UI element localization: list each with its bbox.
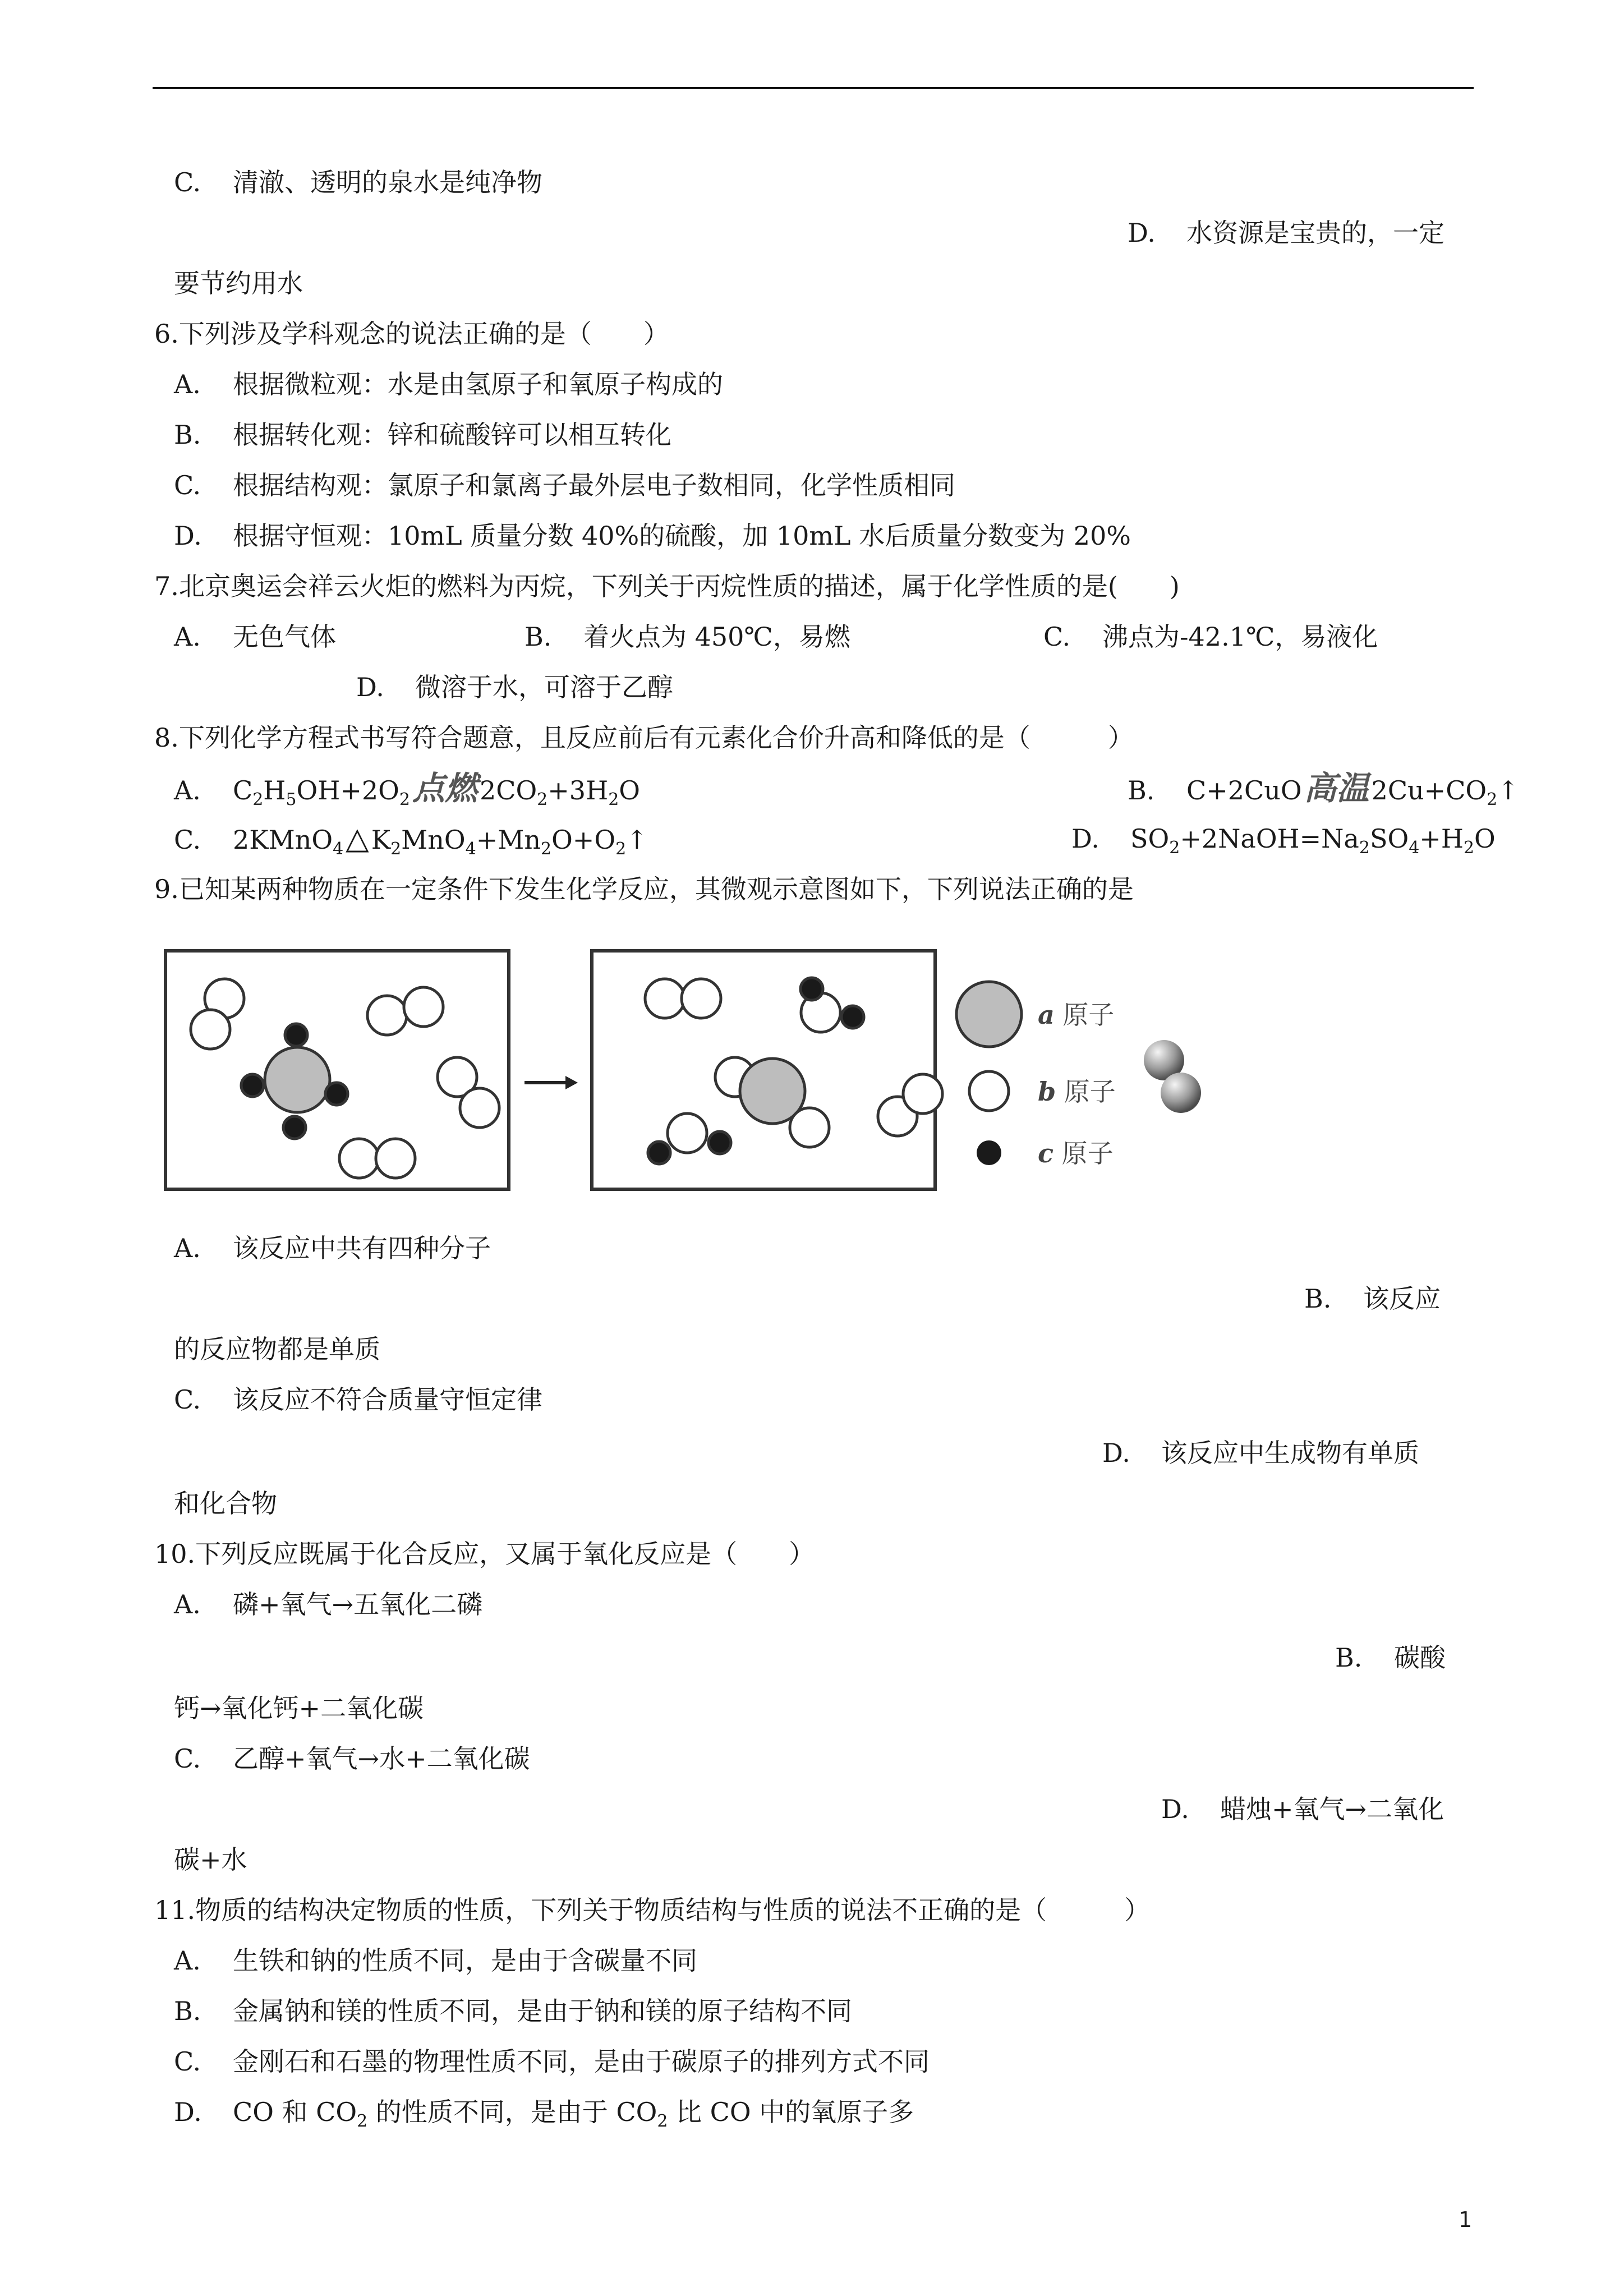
q9-option-b-continued: 的反应物都是单质 — [174, 1334, 380, 1364]
reactant-molecules — [191, 979, 499, 1178]
q11-option-b: B. 金属钠和镁的性质不同，是由于钠和镁的原子结构不同 — [174, 1996, 852, 2026]
q10-option-a: A. 磷+氧气→五氧化二磷 — [174, 1589, 483, 1619]
q11-option-c: C. 金刚石和石墨的物理性质不同，是由于碳原子的排列方式不同 — [174, 2046, 930, 2077]
q10-stem: 10.下列反应既属于化合反应，又属于氧化反应是（ ） — [154, 1539, 815, 1569]
q8-equation-a-right: $2CO_2+3H_2O$ — [479, 775, 641, 809]
product-molecules — [645, 978, 942, 1164]
legend-a-atom — [956, 982, 1022, 1047]
q10-option-b: B. 碳酸 — [1335, 1642, 1446, 1673]
q8-equation-c-left: 2KMnO$_4$ — [233, 825, 344, 859]
q8-stem: 8.下列化学方程式书写符合题意，且反应前后有元素化合价升高和降低的是（ ） — [154, 723, 1134, 753]
q5-option-d-continued: 要节约用水 — [174, 268, 303, 298]
q7-option-a: A. 无色气体 — [174, 622, 336, 652]
q7-stem: 7.北京奥运会祥云火炬的燃料为丙烷，下列关于丙烷性质的描述，属于化学性质的是( ) — [154, 571, 1180, 601]
q8-option-c: C. $2KMnO_4\triangle K_2MnO_4+Mn_2O+O_2↑$ — [174, 821, 648, 859]
legend-c-atom — [977, 1140, 1001, 1165]
q7-option-b: B. 着火点为 450℃，易燃 — [525, 622, 850, 652]
q6-stem: 6.下列涉及学科观念的说法正确的是（ ） — [154, 319, 669, 349]
q8-condition-high-temp: 高温 — [1304, 769, 1369, 807]
legend-c-label: c 原子 — [1038, 1138, 1114, 1168]
header-rule — [153, 87, 1474, 89]
q6-option-b: B. 根据转化观：锌和硫酸锌可以相互转化 — [174, 420, 671, 450]
q9-option-d: D. 该反应中生成物有单质 — [1102, 1438, 1419, 1468]
q8-equation-c-right: $K_2MnO_4+Mn_2O+O_2↑$ — [371, 825, 648, 859]
q6-option-d: D. 根据守恒观：10mL 质量分数 40%的硫酸，加 10mL 水后质量分数变为 20% — [174, 521, 1131, 551]
q8-equation-d: $SO_2+2NaOH=Na_2SO_4+H_2O$ — [1130, 823, 1496, 858]
q11-option-d-text: CO 和 $CO_2$ 的性质不同，是由于 $CO_2$ 比 CO 中的氧原子多 — [233, 2097, 914, 2131]
q9-option-b: B. 该反应 — [1304, 1283, 1441, 1314]
q11-option-a: A. 生铁和钠的性质不同，是由于含碳量不同 — [174, 1945, 697, 1976]
q7-option-d: D. 微溶于水，可溶于乙醇 — [356, 672, 673, 702]
q10-option-d-continued: 碳+水 — [174, 1844, 247, 1875]
q8-option-d: D. $SO_2+2NaOH=Na_2SO_4+H_2O$ — [1071, 823, 1496, 858]
reaction-micro-diagram — [157, 942, 1223, 1206]
q8-condition-ignite: 点燃 — [412, 769, 477, 807]
q11-stem: 11.物质的结构决定物质的性质，下列关于物质结构与性质的说法不正确的是（ ） — [154, 1895, 1151, 1925]
legend-b-atom — [969, 1071, 1009, 1111]
q10-option-d: D. 蜡烛+氧气→二氧化 — [1161, 1794, 1444, 1824]
q6-option-c: C. 根据结构观：氯原子和氯离子最外层电子数相同，化学性质相同 — [174, 470, 955, 500]
q8-equation-a-left: $C_2H_5OH+2O_2$ — [233, 775, 410, 809]
q5-option-c: C. 清澈、透明的泉水是纯净物 — [174, 167, 542, 197]
q9-option-c: C. 该反应不符合质量守恒定律 — [174, 1384, 542, 1415]
reaction-arrow — [525, 1076, 578, 1089]
diagram-legend — [956, 982, 1201, 1168]
q11-option-d: D. CO 和 $CO_2$ 的性质不同，是由于 $CO_2$ 比 CO 中的氧原子多 — [174, 2097, 914, 2131]
q8-option-a: A. $C_2H_5OH+2O_2$点燃$2CO_2+3H_2O$ — [174, 769, 641, 809]
q5-option-d: D. 水资源是宝贵的，一定 — [1128, 218, 1444, 248]
q9-option-d-continued: 和化合物 — [174, 1488, 277, 1519]
q6-option-a: A. 根据微粒观：水是由氢原子和氧原子构成的 — [174, 369, 723, 399]
legend-b-label: b 原子 — [1038, 1076, 1116, 1107]
q7-option-c: C. 沸点为-42.1℃，易液化 — [1043, 622, 1378, 652]
q10-option-c: C. 乙醇+氧气→水+二氧化碳 — [174, 1743, 530, 1774]
q8-condition-heat: △ — [346, 821, 369, 856]
molecule-model-sphere-bottom — [1161, 1073, 1201, 1113]
q8-equation-b-left: C+2CuO — [1186, 775, 1302, 806]
q8-equation-b-right: $2Cu+CO_2↑$ — [1371, 775, 1519, 809]
legend-a-label: a 原子 — [1038, 1000, 1115, 1030]
q8-option-b: B. C+2CuO高温$2Cu+CO_2↑$ — [1128, 769, 1519, 809]
page-number: 1 — [1459, 2207, 1473, 2232]
q9-option-a: A. 该反应中共有四种分子 — [174, 1233, 491, 1263]
q10-option-b-continued: 钙→氧化钙+二氧化碳 — [174, 1693, 424, 1723]
q9-stem: 9.已知某两种物质在一定条件下发生化学反应，其微观示意图如下，下列说法正确的是 — [154, 874, 1134, 904]
